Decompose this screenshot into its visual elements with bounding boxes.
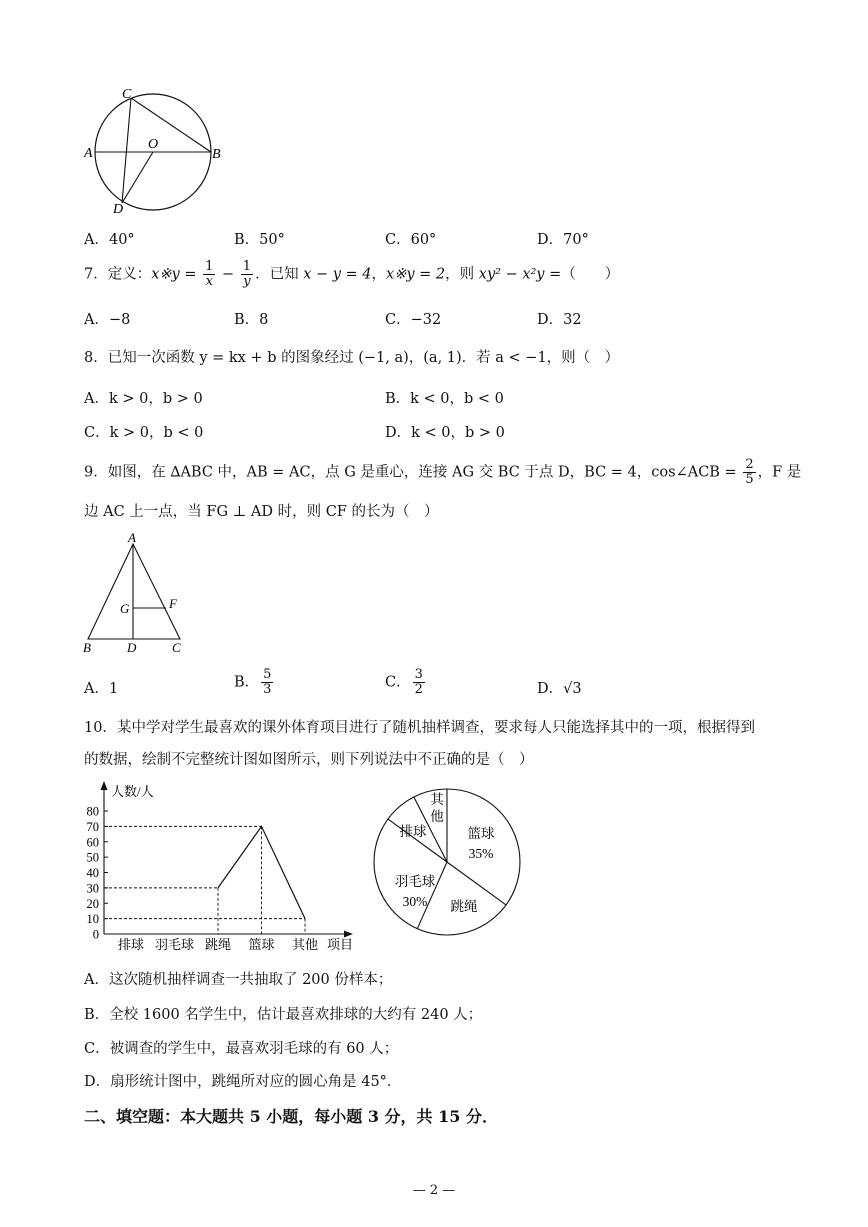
q7-option-d: D．32 <box>537 312 582 328</box>
q7-text-end: =（ ） <box>544 266 620 283</box>
q9-line1-post: ，F 是 <box>757 464 802 481</box>
q9-frac-den: 5 <box>745 472 754 487</box>
pie-label-other-char: 其 <box>430 792 444 807</box>
pie-label-badminton-percent: 30% <box>402 894 428 909</box>
q7-frac1-num: 1 <box>205 259 214 274</box>
label-o: O <box>148 137 159 152</box>
q6-option-b: B．50° <box>234 232 285 248</box>
radius-od <box>122 152 153 203</box>
q9-option-c-num: 3 <box>414 667 423 682</box>
y-tick-label: 30 <box>86 881 99 896</box>
q9-option-c-den: 2 <box>414 682 423 697</box>
q9-line1-pre: 9．如图，在 ∆ABC 中，AB = AC，点 G 是重心，连接 AG 交 BC 于点 D，BC = 4，cos∠ACB = <box>84 464 742 481</box>
q7-def-eq: = <box>179 266 202 283</box>
tri-label-a: A <box>128 530 136 545</box>
q7-frac1 <box>203 260 215 289</box>
q9-option-c <box>385 668 427 697</box>
q7-text-then: ，则 <box>445 266 479 283</box>
q10-question-line1: 10．某中学对学生最喜欢的课外体育项目进行了随机抽样调查，要求每人只能选择其中的一项，根据得到 <box>84 720 755 736</box>
y-tick-label: 10 <box>86 912 99 927</box>
q7-option-b: B．8 <box>234 312 269 328</box>
q6-option-d: D．70° <box>537 232 589 248</box>
x-tick-label: 跳绳 <box>204 937 232 952</box>
q8-option-b: B．k < 0，b < 0 <box>385 391 504 407</box>
tri-label-b: B <box>83 640 91 655</box>
q9-option-b-den: 3 <box>263 682 272 697</box>
q6-option-a: A．40° <box>84 232 135 248</box>
y-axis-label: 人数/人 <box>111 784 154 799</box>
pie-label-jumprope: 跳绳 <box>450 899 478 914</box>
label-c: C <box>122 87 132 102</box>
q7-question <box>84 260 619 289</box>
q7-cond1: x − y = 4 <box>303 266 372 283</box>
q6-option-c: C．60° <box>385 232 437 248</box>
pie-chart <box>368 782 528 942</box>
pie-label-basketball-percent: 35% <box>468 846 494 861</box>
triangle-figure <box>80 528 190 656</box>
q7-frac2 <box>241 260 253 289</box>
x-tick-label: 羽毛球 <box>154 937 195 952</box>
y-tick-label: 0 <box>92 927 99 942</box>
q8-option-d: D．k < 0，b > 0 <box>385 425 505 441</box>
tri-label-c: C <box>172 640 181 655</box>
q7-frac2-num: 1 <box>242 259 252 274</box>
y-tick-label: 80 <box>86 804 99 819</box>
y-tick-label: 40 <box>86 866 99 880</box>
circle-figure <box>80 82 230 217</box>
q7-def-lhs: x※y <box>151 266 180 283</box>
q9-option-d: D．√3 <box>537 681 582 697</box>
q9-option-b-prefix: B． <box>234 674 260 691</box>
q7-option-c: C．−32 <box>385 312 442 328</box>
q10-question-line2: 的数据，绘制不完整统计图如图所示，则下列说法中不正确的是（ ） <box>84 752 534 768</box>
triangle-abc <box>88 544 180 639</box>
label-b: B <box>212 147 221 162</box>
q9-frac-num: 2 <box>745 457 754 472</box>
q9-option-b <box>234 668 275 697</box>
y-tick-label: 20 <box>86 896 99 911</box>
q7-option-a: A．−8 <box>84 312 131 328</box>
q7-minus: − <box>217 266 239 283</box>
pie-label-volleyball: 排球 <box>399 824 427 839</box>
q9-option-b-num: 5 <box>263 667 272 682</box>
q9-option-c-prefix: C． <box>385 674 411 691</box>
pie-label-other-char: 他 <box>430 809 444 824</box>
q9-option-a: A．1 <box>84 681 119 697</box>
q8-option-c: C．k > 0，b < 0 <box>84 425 204 441</box>
pie-label-badminton: 羽毛球 <box>394 874 436 889</box>
q7-cond2: x※y = 2 <box>386 266 446 283</box>
section-2-title: 二、填空题：本大题共 5 小题，每小题 3 分，共 15 分． <box>84 1107 498 1126</box>
x-tick-label: 其他 <box>291 937 319 952</box>
q7-frac1-den: x <box>205 274 213 289</box>
x-tick-label: 篮球 <box>248 937 275 952</box>
q10-option-a: A．这次随机抽样调查一共抽取了 200 份样本； <box>84 972 393 988</box>
x-axis-label: 项目 <box>327 937 354 952</box>
pie-label-basketball: 篮球 <box>467 826 495 841</box>
chord-cd <box>122 98 131 203</box>
q7-expr: xy² − x²y <box>478 266 545 283</box>
q7-frac2-den: y <box>243 274 251 289</box>
tri-label-f: F <box>169 596 177 611</box>
chord-cb <box>131 98 211 152</box>
q10-option-b: B．全校 1600 名学生中，估计最喜欢排球的大约有 240 人； <box>84 1007 483 1023</box>
q9-option-b-frac <box>261 668 273 697</box>
q9-question-line1 <box>84 458 801 487</box>
q10-option-c: C．被调查的学生中，最喜欢羽毛球的有 60 人； <box>84 1041 399 1057</box>
label-a: A <box>84 146 93 161</box>
q8-question: 8．已知一次函数 y = kx + b 的图象经过 (−1, a)，(a, 1)．若 a < −1，则（ ） <box>84 350 620 366</box>
y-axis-arrow <box>101 781 108 790</box>
q9-option-c-frac <box>413 668 425 697</box>
q8-option-a: A．k > 0，b > 0 <box>84 391 203 407</box>
x-tick-label: 排球 <box>117 937 145 952</box>
tri-label-g: G <box>120 601 130 616</box>
line-chart <box>80 772 370 962</box>
y-tick-label: 60 <box>86 835 99 850</box>
q9-question-line2: 边 AC 上一点，当 FG ⊥ AD 时，则 CF 的长为（ ） <box>84 504 439 520</box>
y-tick-label: 50 <box>86 850 99 865</box>
label-d: D <box>113 202 124 217</box>
tri-label-d: D <box>127 640 137 655</box>
q7-text-mid: ．已知 <box>255 266 304 283</box>
y-tick-label: 70 <box>86 819 99 834</box>
q10-option-d: D．扇形统计图中，跳绳所对应的圆心角是 45°． <box>84 1074 402 1090</box>
q7-sep: ， <box>371 266 387 283</box>
page-number: — 2 — <box>412 1183 456 1198</box>
q7-text-pre: 7．定义： <box>84 266 152 283</box>
q9-frac <box>743 458 755 487</box>
